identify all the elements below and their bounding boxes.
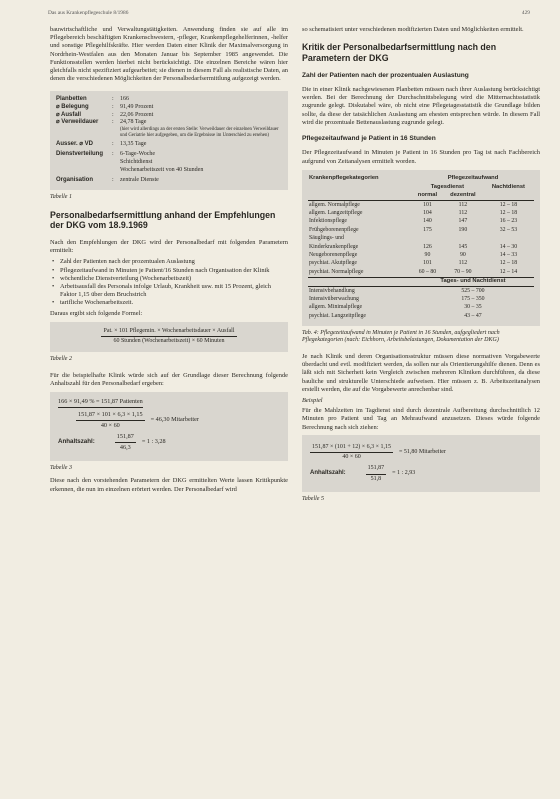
subsection-heading: Zahl der Patienten nach der prozentualen Auslastung (302, 71, 469, 79)
table-1-row: ⌀ Belegung : 91,49 Prozent (56, 103, 154, 110)
table-1-row: ⌀ Verweildauer : 24,78 Tage (56, 119, 147, 126)
table-header: Nachtdienst (491, 183, 525, 190)
paragraph: Die in einer Klinik nachgewiesenen Planbetten müssen nach ihrer Auslastung berücksichtigt werden. Bei der Berechnung der Durchschnittsbelegung wird die Mitternachtsstatistik zugrunde gelegt. Diskutabel wäre, ob nicht eine Pflegetagesstatistik die Grundlage bilden sollte, da diese der tatsächlichen Auslastung am ehesten entsprechen würde. In diesem Fall wird die prozentuale Bettenauslastung zugrunde gelegt. (302, 86, 540, 126)
list-item: • Zahl der Patienten nach der prozentualen Auslastung (52, 258, 195, 266)
table-1-caption: Tabelle 1 (50, 193, 72, 200)
table-row: Neugeborenenpflege 90 90 14 – 33 (309, 251, 518, 258)
formula-fraction: $\frac{151,87 \times (101 + 12) \times 6,3 \times 1,15}{40 \times 60}$ (312, 443, 392, 461)
paragraph: Diese nach den vorstehenden Parametern der DKG ermittelten Werte lassen Kritikpunkte erkennen, die nun im einzelnen erörtert werden. Der Personalbedarf wird (50, 477, 288, 493)
list-item: • tarifliche Wochenarbeitszeit. (52, 299, 134, 307)
table-subheader: Tages- und Nachtdienst (412, 277, 534, 286)
right-column (302, 26, 540, 512)
subsection-heading: Pflegezeitaufwand je Patient in 16 Stunden (302, 135, 436, 142)
table-header: Tagesdienst (430, 183, 465, 190)
formula-table-2 (50, 322, 288, 352)
table-row: allgem. Normalpflege 101 112 12 – 18 (308, 201, 534, 210)
patients-calc: 166 × 91,49 % = 151,87 Patienten (58, 398, 143, 408)
table-2-caption: Tabelle 2 (50, 356, 72, 362)
table-row: Säuglings- und (309, 235, 344, 242)
section-heading: Personalbedarfsermittlung anhand der Empfehlungen der DKG vom 18.9.1969 (50, 209, 276, 231)
ratio-result: = 1 : 2,93 (392, 470, 416, 477)
table-1-note: (hier wird allerdings an der ersten Stelle: Verweildauer der einzelnen Verweildauer und Geriatrie hier aufgegeben, um die Ergebnisse im Unterschied zu ersehen) (120, 127, 279, 138)
table-row: Infektionspflege 140 147 16 – 23 (309, 218, 518, 225)
table-header: Krankenpflegekategorien (309, 175, 379, 182)
paragraph: Nach den Empfehlungen der DKG wird der Personalbedarf mit folgenden Parametern ermittelt: (50, 238, 288, 255)
formula-denominator: 60 Stunden (Wochenarbeitszeit) × 60 Minuten (113, 338, 225, 345)
table-1-row: ⌀ Ausfall : 22,06 Prozent (56, 111, 154, 118)
formula-fraction (58, 328, 280, 346)
table-row: psychiat. Normalpflege 60 – 80 70 – 90 12 – 14 (309, 268, 518, 275)
list-item: • wöchentliche Dienstverteilung (Wochenarbeitszeit) (52, 274, 192, 282)
ratio-result: = 1 : 3,28 (141, 438, 166, 446)
paragraph: Für die beispielhafte Klinik würde sich auf der Grundlage dieser Berechnung folgende Anhaltszahl für den Personalbedarf ergeben: (50, 371, 288, 387)
table-4-caption: Tab. 4: Pflegezeitaufwand in Minuten je Patient in 16 Stunden, aufgegliedert nach Pflegekategorien (nach: Eichhorn, Arbeitsbelastungen, Dokumentation der DKG) (302, 329, 500, 344)
ratio-fraction: $\frac{151,87}{46,3}$ (116, 432, 134, 451)
table-row: Intensivüberwachung 175 – 350 (309, 296, 485, 302)
table-1-row: Ausser. ⌀ VD : 13,35 Tage (56, 140, 147, 147)
table-1-row: Wochenarbeitszeit von 40 Stunden (120, 166, 204, 173)
formula-result: = 46,30 Mitarbeiter (150, 416, 199, 424)
parameter-list (50, 258, 288, 307)
table-1 (50, 91, 288, 190)
header-journal: Das aus Krankenpflegeschule 8/1986 (48, 10, 129, 16)
table-row: Frühgeborenenpflege 175 190 32 – 53 (309, 226, 518, 233)
table-header: Pflegezeitaufwand (447, 175, 499, 182)
paragraph: so schematisiert unter verschiedenen modifizierten Daten und Möglichkeiten ermittelt. (302, 26, 524, 33)
table-row: allgem. Langzeitpflege 104 112 12 – 18 (309, 209, 518, 216)
list-item: • Pflegezeitaufwand in Minuten je Patient/16 Stunden nach Organisation der Klinik (52, 266, 270, 274)
ratio-fraction: $\frac{151,87}{51,8}$ (367, 465, 385, 482)
paragraph: Je nach Klinik und deren Organisationsstruktur müssen diese normativen Vorgabewerte überdacht und evtl. modifiziert werden, da sollen nur als Orientierungshilfe dienen. Denn es läßt sich mit Sicherheit kein Vergleich zwischen mehreren Kliniken durchführen, da diese bauliche und strukturelle Unterschiede aufweisen. Hier müssen z. B. Arbeitszeitanalysen erstellt werden, die auf die Vorgabewerte anrechenbar sind. (302, 353, 540, 393)
table-row: psychiat. Akutpflege 101 112 12 – 18 (309, 260, 518, 267)
table-1-row: Schichtdienst (120, 158, 153, 165)
example-heading: Beispiel (302, 397, 323, 404)
intro-paragraph: bauwirtschaftliche und Verwaltungstätigkeiten. Anwendung finden sie auf alle im Pflegebereich beschäftigten Krankenschwestern, -pfleger, Krankenpflegehelferinnen, -helfer und sonstige Pflegehilfskräfte. Hier werden Daten einer Klinik der Maximalversorgung in Nordrhein-Westfalen aus den Monaten Januar bis September 1985 angewendet. Die Funktionsstellen werden hierbei nicht berücksichtigt. Die einzelnen Bereiche wären hier gleichfalls nicht spezifiziert aufgearbeitet; sie dienen in diesem Fall als realistische Daten, an denen die verschiedenen Möglichkeiten der Personalbedarfsermittlung aufgezeigt werden. (50, 26, 288, 83)
list-item: • Arbeitsausfall des Personals infolge Urlaub, Krankheit usw. mit 15 Prozent, gleich Faktor 1,15 über dem Bruchstrich (52, 282, 271, 299)
paragraph: Daraus ergibt sich folgende Formel: (50, 310, 143, 318)
table-row: Kinderkrankenpflege 126 145 14 – 30 (309, 243, 518, 250)
running-header (48, 10, 530, 20)
ratio-label: Anhaltszahl: (310, 470, 346, 477)
table-4 (302, 170, 540, 326)
left-column (50, 26, 288, 497)
table-1-row: Dienstverteilung : 6-Tage-Woche (56, 151, 156, 158)
page-number: 429 (521, 10, 530, 16)
formula-result: = 51,80 Mitarbeiter (399, 449, 446, 456)
table-row: psychiat. Langzeitpflege 43 – 47 (309, 312, 482, 319)
section-heading: Kritik der Personalbedarfsermittlung nach den Parametern der DKG (302, 42, 497, 63)
formula-fraction: $\frac{151,87 \times 101 \times 6,3 \times 1,15}{40 \times 60}$ (78, 410, 143, 429)
formula-table-5 (302, 435, 540, 493)
table-3-caption: Tabelle 3 (50, 464, 72, 471)
table-header: dezentral (450, 192, 476, 199)
ratio-label: Anhaltszahl: (58, 438, 95, 446)
table-1-row: Planbetten : 166 (56, 96, 129, 103)
table-header: normal (417, 192, 438, 199)
paragraph: Der Pflegezeitaufwand in Minuten je Patient in 16 Stunden pro Tag ist nach Fachbereich aufgrund von Zeitanalysen ermittelt worden. (302, 149, 540, 165)
table-row: Intensivbehandlung 525 – 700 (308, 287, 534, 296)
table-1-row: Organisation : zentrale Dienste (56, 177, 159, 184)
table-row: allgem. Minimalpflege 30 – 35 (309, 304, 482, 311)
table-5-caption: Tabelle 5 (302, 496, 324, 503)
formula-table-3 (50, 392, 288, 461)
paragraph: Für die Mahlzeiten im Tagdienst sind durch dezentrale Aufbereitung durchschnittlich 12 Minuten pro Patient und Tag an Mehraufwand anzusetzen. Dieses würde folgende Berechnung nach sich ziehen: (302, 407, 540, 431)
formula-numerator: Pat. × 101 Pflegemin. × Wochenarbeitsdauer × Ausfall (101, 328, 236, 338)
